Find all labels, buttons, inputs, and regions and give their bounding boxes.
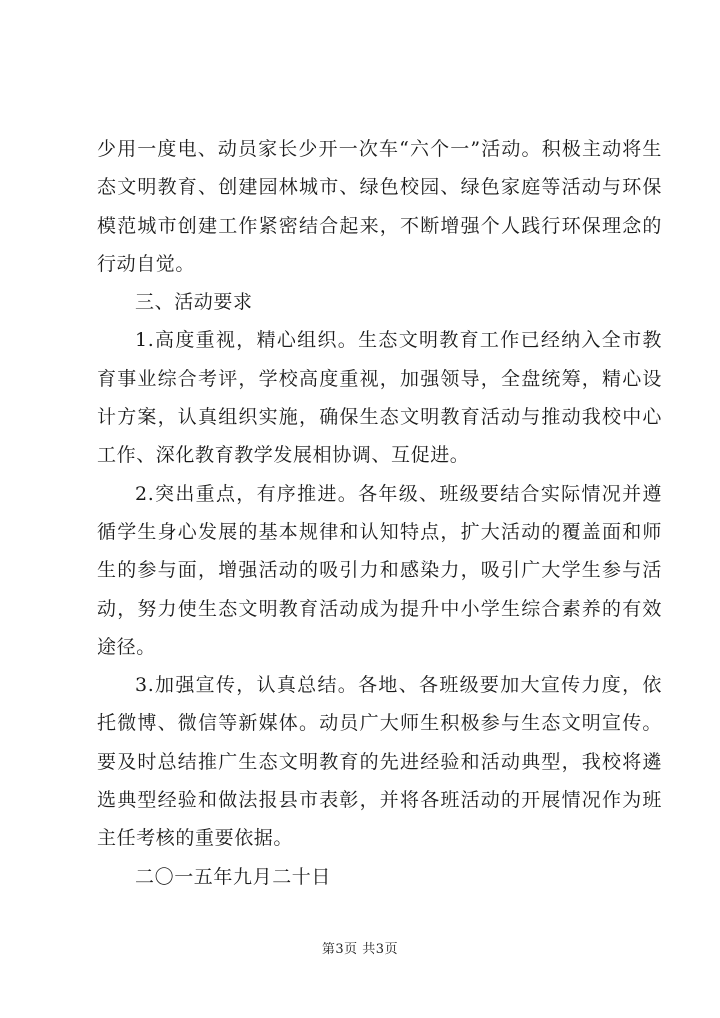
paragraph-requirement-1: 1.高度重视，精心组织。生态文明教育工作已经纳入全市教育事业综合考评，学校高度重视，加强领导，全盘统筹，精心设计方案，认真组织实施，确保生态文明教育活动与推动我校中心工作、深化教育教学发展相协调、互促进。 <box>97 329 662 467</box>
paragraph-requirement-2: 2.突出重点，有序推进。各年级、班级要结合实际情况并遵循学生身心发展的基本规律和认知特点，扩大活动的覆盖面和师生的参与面，增强活动的吸引力和感染力，吸引广大学生参与活动，努力使生态文明教育活动成为提升中小学生综合素养的有效途径。 <box>97 482 662 658</box>
section-heading-activity-requirements: 三、活动要求 <box>135 291 253 314</box>
document-body <box>97 130 662 896</box>
paragraph-requirement-3: 3.加强宣传，认真总结。各地、各班级要加大宣传力度，依托微博、微信等新媒体。动员广大师生积极参与生态文明宣传。要及时总结推广生态文明教育的先进经验和活动典型，我校将遴选典型经验和做法报县市表彰，并将各班活动的开展情况作为班主任考核的重要依据。 <box>97 674 662 850</box>
page-number-footer: 第3页 共3页 <box>321 942 399 957</box>
document-date: 二〇一五年九月二十日 <box>135 865 332 888</box>
paragraph-continuation: 少用一度电、动员家长少开一次车“六个一”活动。积极主动将生态文明教育、创建园林城市、绿色校园、绿色家庭等活动与环保模范城市创建工作紧密结合起来，不断增强个人践行环保理念的行动自觉。 <box>97 138 662 275</box>
